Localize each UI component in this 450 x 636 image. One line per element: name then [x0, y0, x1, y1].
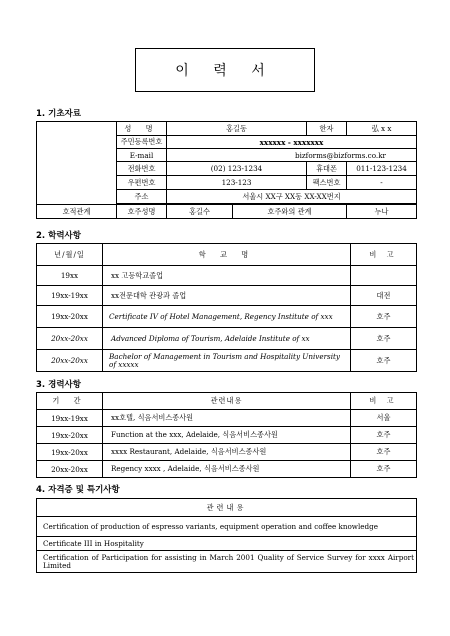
edu-date: 19xx-19xx — [37, 286, 103, 306]
basic-info-table — [36, 121, 417, 219]
fax-label: 팩스번호 — [307, 176, 347, 190]
edu-school: xx 고등학교졸업 — [103, 266, 351, 286]
career-header-note: 비 고 — [351, 393, 417, 410]
document-title: 이 력 서 — [135, 48, 315, 92]
id-value: xxxxxx - xxxxxxx — [167, 136, 417, 149]
license-item: Certification of production of espresso variants, equipment operation and coffee knowledge — [37, 517, 417, 537]
relation-label: 호주와의 관계 — [233, 205, 347, 219]
education-table — [36, 243, 417, 372]
table-row — [37, 286, 417, 306]
table-row — [37, 427, 417, 444]
edu-school: Bachelor of Management in Tourism and Hospitality University of xxxxx — [103, 350, 351, 372]
table-row — [37, 266, 417, 286]
career-date: 19xx-19xx — [37, 410, 103, 427]
photo-cell — [37, 122, 117, 205]
addr-value: 서울시 XX구 XX동 XX-XX번지 — [167, 190, 417, 204]
table-row — [37, 444, 417, 461]
table-row — [37, 306, 417, 328]
career-date: 20xx-20xx — [37, 461, 103, 478]
id-label: 주민등록번호 — [117, 136, 167, 149]
section-basic-heading: 1. 기초자료 — [36, 109, 81, 119]
career-content: Function at the xxx, Adelaide, 식음서비스종사원 — [103, 427, 351, 444]
edu-note: 호주 — [351, 328, 417, 350]
table-row — [37, 461, 417, 478]
phone-label: 전화번호 — [117, 162, 167, 176]
table-row — [37, 410, 417, 427]
zip-value: 123-123 — [167, 176, 307, 190]
edu-date: 19xx — [37, 266, 103, 286]
table-row — [37, 350, 417, 372]
email-label: E-mail — [117, 149, 167, 162]
edu-school: Advanced Diploma of Tourism, Adelaide Institute of xx — [103, 328, 351, 350]
career-header-content: 관련내용 — [103, 393, 351, 410]
career-note: 호주 — [351, 427, 417, 444]
mobile-value: 011-123-1234 — [347, 162, 417, 176]
table-row — [37, 537, 417, 551]
career-note: 서울 — [351, 410, 417, 427]
career-content: xxxx Restaurant, Adelaide, 식음서비스종사원 — [103, 444, 351, 461]
edu-date: 20xx-20xx — [37, 350, 103, 372]
edu-note — [351, 266, 417, 286]
hanja-label: 한자 — [307, 122, 347, 136]
career-date: 19xx-20xx — [37, 444, 103, 461]
phone-value: (02) 123-1234 — [167, 162, 307, 176]
name-value: 홍길동 — [167, 122, 307, 136]
edu-note: 호주 — [351, 306, 417, 328]
fax-value: - — [347, 176, 417, 190]
career-content: xx호텔, 식음서비스종사원 — [103, 410, 351, 427]
license-item: Certification of Participation for assisting in March 2001 Quality of Service Survey for xxxx Airport Limited — [37, 551, 417, 573]
license-item: Certificate III in Hospitality — [37, 537, 417, 551]
license-table — [36, 498, 417, 573]
section-career-heading: 3. 경력사항 — [36, 380, 81, 390]
family-label: 호적관계 — [37, 205, 117, 219]
career-header-period: 기 간 — [37, 393, 103, 410]
career-note: 호주 — [351, 444, 417, 461]
license-header: 관련내용 — [37, 499, 417, 517]
section-education-heading: 2. 학력사항 — [36, 231, 81, 241]
edu-header-note: 비 고 — [351, 244, 417, 266]
section-license-heading: 4. 자격증 및 특기사항 — [36, 485, 120, 495]
relation-value: 누나 — [347, 205, 417, 219]
head-label: 호주성명 — [117, 205, 167, 219]
addr-label: 주소 — [117, 190, 167, 204]
career-date: 19xx-20xx — [37, 427, 103, 444]
edu-note: 대전 — [351, 286, 417, 306]
name-label: 성 명 — [117, 122, 167, 136]
edu-note: 호주 — [351, 350, 417, 372]
edu-school: Certificate IV of Hotel Management, Regency Institute of xxx — [103, 306, 351, 328]
mobile-label: 휴대폰 — [307, 162, 347, 176]
table-row — [37, 551, 417, 573]
zip-label: 우편번호 — [117, 176, 167, 190]
table-row — [37, 328, 417, 350]
edu-date: 19xx-20xx — [37, 306, 103, 328]
edu-school: xx전문대학 관광과 졸업 — [103, 286, 351, 306]
edu-header-school: 학 교 명 — [103, 244, 351, 266]
edu-header-date: 년/월/일 — [37, 244, 103, 266]
hanja-value: 弘 x x — [347, 122, 417, 136]
career-content: Regency xxxx , Adelaide, 식음서비스종사원 — [103, 461, 351, 478]
career-note: 호주 — [351, 461, 417, 478]
email-value: bizforms@bizforms.co.kr — [167, 149, 417, 162]
table-row — [37, 517, 417, 537]
career-table — [36, 392, 417, 478]
edu-date: 20xx-20xx — [37, 328, 103, 350]
head-value: 홍길수 — [167, 205, 233, 219]
